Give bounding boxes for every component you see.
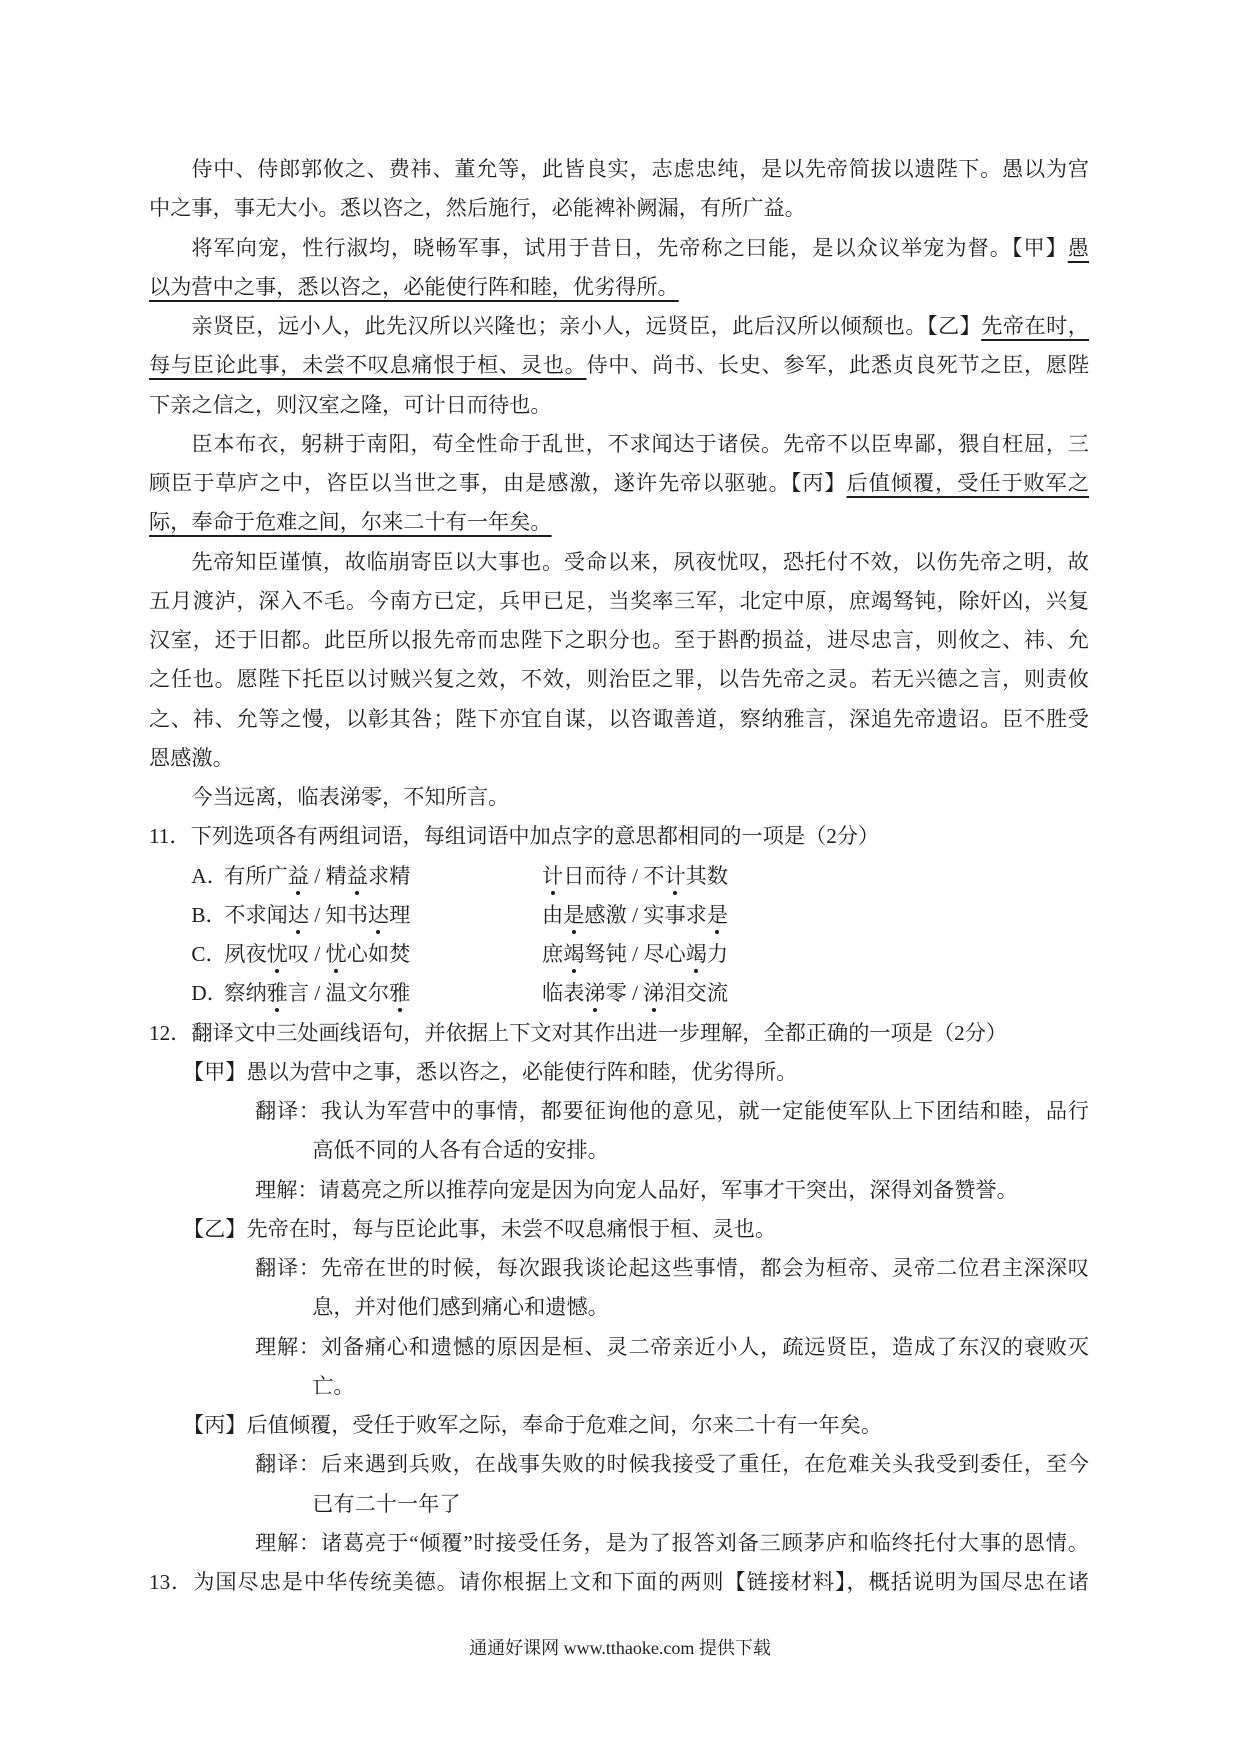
translation-text: 我认为军营中的事情，都要征询他的意见，就一定能使军队上下团结和睦，品行	[320, 1099, 1089, 1123]
phrase-text: / 精	[309, 863, 347, 888]
emphasized-character: 竭	[563, 942, 585, 966]
understanding-text: 刘备痛心和遗憾的原因是桓、灵二帝亲近小人，疏远贤臣，造成了东汉的衰败灭	[320, 1334, 1089, 1359]
passage-line	[149, 307, 1089, 346]
passage-text: 之任也。愿陛下托臣以讨贼兴复之效，不效，则治臣之罪，以告先帝之灵。若无兴德之言，则责攸	[149, 667, 1089, 692]
phrase-text: 求精	[367, 863, 411, 888]
passage-text: 今当远离，临表涕零，不知所言。	[191, 785, 510, 809]
emphasized-character: 达	[287, 902, 310, 927]
translation-label: 翻译：	[255, 1452, 321, 1477]
translation-text: 高低不同的人各有合适的安排。	[312, 1138, 609, 1163]
translation-line	[149, 1288, 1089, 1327]
passage-text: 顾臣于草庐之中，咨臣以当世之事，由是感激，遂许先帝以驱驰。【丙】	[149, 471, 847, 495]
question-12-stem: 12．翻译文中三处画线语句，并依据上下文对其作出进一步理解，全都正确的一项是（2分）	[149, 1020, 1008, 1045]
passage-line	[149, 346, 1089, 385]
phrase-text: 其数	[685, 863, 729, 888]
passage-line	[149, 778, 1089, 817]
translation-text: 后来遇到兵败，在战事失败的时候我接受了重任，在危难关头我受到委任，至今	[320, 1452, 1089, 1477]
underlined-sentence-bing: 后值倾覆，受任于败军之	[846, 471, 1089, 495]
option-left-pair	[224, 864, 410, 888]
page-content	[149, 150, 1089, 1602]
passage-line	[149, 503, 1089, 542]
passage-line	[149, 189, 1089, 228]
question-11-stem: 11．下列选项各有两组词语，每组词语中加点字的意思都相同的一项是（2分）	[149, 824, 880, 849]
option-b	[149, 896, 1089, 935]
option-label: B．	[191, 902, 227, 927]
underlined-sentence-yi: 每与臣论此事，未尝不叹息痛恨于桓、灵也。	[149, 353, 587, 378]
translation-label: 翻译：	[255, 1256, 321, 1280]
translation-text: 已有二十一年了	[312, 1491, 461, 1516]
translation-line	[149, 1249, 1089, 1288]
underlined-sentence-bing: 际，奉命于危难之间，尔来二十有一年矣。	[149, 510, 552, 535]
passage-line	[149, 268, 1089, 307]
question-13-stem: 13．为国尽忠是中华传统美德。请你根据上文和下面的两则【链接材料】，概括说明为国尽忠在诸	[149, 1570, 1089, 1594]
passage-text: 将军向宠，性行淑均，晓畅军事，试用于昔日，先帝称之曰能，是以众议举宠为督。【甲】	[191, 235, 1068, 260]
phrase-text: 由	[542, 902, 564, 927]
emphasized-character: 忧	[325, 942, 347, 966]
phrase-text: 零 /	[605, 981, 644, 1006]
option-left-pair	[224, 981, 410, 1005]
passage-text: 侍中、尚书、长史、参军，此悉贞良死节之臣，愿陛	[586, 353, 1089, 378]
option-left-pair	[224, 903, 410, 927]
emphasized-character: 涕	[584, 981, 606, 1006]
option-right-pair	[542, 974, 728, 1013]
phrase-text: 驽钝 / 尽心	[584, 942, 686, 966]
phrase-text: 有所广	[224, 863, 288, 888]
option-left-pair	[224, 942, 410, 966]
understanding-text: 请葛亮之所以推荐向宠是因为向宠人品好，军事才干突出，深得刘备赞誉。	[318, 1177, 1018, 1202]
understanding-line	[149, 1328, 1089, 1367]
passage-text: 五月渡泸，深入不毛。今南方已定，兵甲已足，当奖率三军，北定中原，庶竭驽钝，除奸凶，兴复	[149, 588, 1089, 613]
passage-line	[149, 229, 1089, 268]
passage-line	[149, 621, 1089, 660]
understanding-line	[149, 1524, 1089, 1563]
phrase-text: 夙夜	[224, 942, 267, 966]
phrase-text: 日而待 / 不	[563, 863, 665, 888]
emphasized-character: 涕	[643, 981, 665, 1006]
passage-line	[149, 425, 1089, 464]
phrase-text: 言 / 温文尔	[287, 981, 390, 1006]
passage-line	[149, 150, 1089, 189]
passage-text: 下亲之信之，则汉室之隆，可计日而待也。	[149, 392, 552, 417]
page-footer: 通通好课网 www.tthaoke.com 提供下载	[469, 1638, 771, 1658]
option-c	[149, 935, 1089, 974]
emphasized-character: 竭	[685, 942, 707, 966]
understanding-line	[149, 1171, 1089, 1210]
phrase-text: 临表	[542, 981, 585, 1006]
option-d	[149, 974, 1089, 1013]
understanding-text: 亡。	[312, 1373, 355, 1398]
understanding-text: 诸葛亮于“倾覆”时接受任务，是为了报答刘备三顾茅庐和临终托付大事的恩情。	[321, 1530, 1089, 1555]
passage-text: 恩感激。	[149, 745, 234, 770]
emphasized-character: 益	[287, 863, 310, 888]
emphasized-character: 忧	[266, 942, 288, 966]
option-right-pair	[542, 896, 728, 935]
passage-line	[149, 739, 1089, 778]
understanding-label: 理解：	[255, 1530, 322, 1555]
phrase-text: 理	[389, 902, 411, 927]
underlined-sentence-jia: 以为营中之事，悉以咨之，必能使行阵和睦，优劣得所。	[149, 274, 679, 299]
emphasized-character: 是	[706, 902, 729, 927]
phrase-text: 叹 /	[287, 942, 326, 966]
quoted-sentence-bing: 【丙】后值倾覆，受任于败军之际，奉命于危难之间，尔来二十有一年矣。	[182, 1413, 883, 1437]
quoted-sentence-yi: 【乙】先帝在时，每与臣论此事，未尝不叹息痛恨于桓、灵也。	[182, 1216, 777, 1241]
passage-text: 臣本布衣，躬耕于南阳，苟全性命于乱世，不求闻达于诸侯。先帝不以臣卑鄙，猥自枉屈，三	[191, 431, 1089, 456]
emphasized-character: 益	[346, 863, 368, 888]
translation-text: 息，并对他们感到痛心和遗憾。	[312, 1295, 609, 1320]
emphasized-character: 达	[367, 902, 390, 927]
underlined-sentence-yi: 先帝在时，	[981, 314, 1089, 338]
phrase-text: 感激 / 实事求	[584, 902, 707, 927]
passage-line	[149, 386, 1089, 425]
passage-text: 侍中、侍郎郭攸之、费祎、董允等，此皆良实，志虑忠纯，是以先帝简拔以遗陛下。愚以为宫	[191, 157, 1089, 181]
passage-text: 先帝知臣谨慎，故临崩寄臣以大事也。受命以来，夙夜忧叹，恐托付不效，以伤先帝之明，故	[191, 549, 1089, 574]
passage-line	[149, 464, 1089, 503]
translation-text: 先帝在世的时候，每次跟我谈论起这些事情，都会为桓帝、灵帝二位君主深深叹	[320, 1256, 1089, 1280]
passage-line	[149, 700, 1089, 739]
translation-line	[149, 1131, 1089, 1170]
phrase-text: 力	[706, 942, 729, 966]
passage-text: 汉室，还于旧都。此臣所以报先帝而忠陛下之职分也。至于斟酌损益，进尽忠言，则攸之、祎、允	[149, 628, 1089, 652]
underlined-sentence-jia: 愚	[1067, 235, 1089, 260]
passage-text: 之、祎、允等之慢，以彰其咎；陛下亦宜自谋，以咨诹善道，察纳雅言，深追先帝遗诏。臣不胜受	[149, 706, 1089, 731]
phrase-text: 察纳	[224, 981, 267, 1006]
option-right-pair	[542, 857, 728, 896]
emphasized-character: 雅	[266, 981, 288, 1006]
passage-line	[149, 543, 1089, 582]
emphasized-character: 计	[542, 863, 564, 888]
phrase-text: / 知书	[309, 902, 368, 927]
passage-text: 亲贤臣，远小人，此先汉所以兴隆也；亲小人，远贤臣，此后汉所以倾颓也。【乙】	[191, 314, 982, 338]
passage-text: 中之事，事无大小。悉以咨之，然后施行，必能裨补阙漏，有所广益。	[149, 196, 806, 221]
option-label: A．	[191, 863, 228, 888]
option-label: D．	[191, 981, 228, 1006]
phrase-text: 泪交流	[664, 981, 729, 1006]
understanding-line	[149, 1367, 1089, 1406]
phrase-text: 心如焚	[346, 942, 411, 966]
emphasized-character: 计	[664, 863, 686, 888]
option-a	[149, 857, 1089, 896]
phrase-text: 不求闻	[224, 902, 288, 927]
translation-line	[149, 1445, 1089, 1484]
translation-label: 翻译：	[255, 1099, 321, 1123]
option-label: C．	[191, 942, 227, 966]
translation-line	[149, 1092, 1089, 1131]
passage-line	[149, 660, 1089, 699]
phrase-text: 庶	[542, 942, 564, 966]
option-right-pair	[542, 935, 728, 974]
understanding-label: 理解：	[255, 1177, 319, 1202]
quoted-sentence-jia: 【甲】愚以为营中之事，悉以咨之，必能使行阵和睦，优劣得所。	[182, 1059, 798, 1084]
emphasized-character: 雅	[389, 981, 411, 1006]
translation-line	[149, 1485, 1089, 1524]
passage-line	[149, 582, 1089, 621]
understanding-label: 理解：	[255, 1334, 321, 1359]
emphasized-character: 是	[563, 902, 585, 927]
